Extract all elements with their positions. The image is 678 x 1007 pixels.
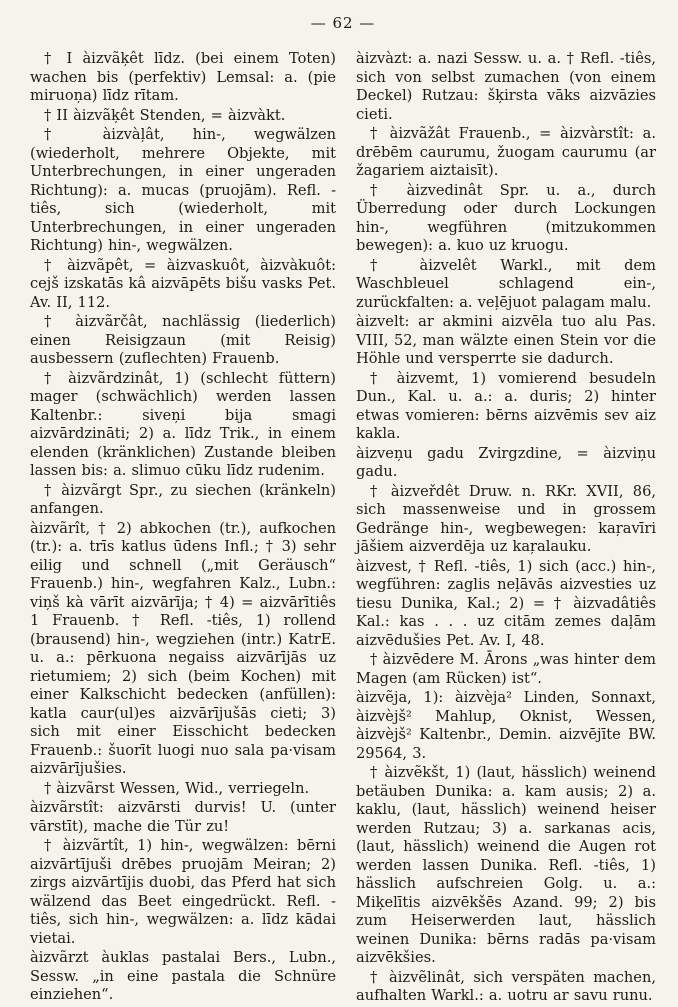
- entry: àizvelt: ar akmini aizvēla tuo alu Pas. VIII, 52, man wälzte einen Stein vor die Höhle und versperrte sie dadurch.: [356, 313, 656, 367]
- entry: àizvãrît, † 2) abkochen (tr.), aufkochen (tr.): a. trīs katlus ūdens Infl.; † 3) sehr eilig und schnell („mit Geräusch“ Frauenb.) hin-, wegfahren Kalz., Lubn.: viņš kà vārīt aizvārīja; † 4) = aizvārītiês 1 Frauenb. † Refl. -tiês, 1) rollend (brausend) hin-, wegziehen (intr.) KatrE. u. a.: pērkuona negaiss aizvārījās uz rietumiem; 2) sich (beim Kochen) mit einer Kalkschicht bedecken (anfüllen): katla caur(ul)es aizvārījušās cieti; 3) sich mit einer Eisschicht bedecken Frauenb.: šuorīt luogi nuo sala pa·visam aizvārījušies.: [30, 519, 336, 777]
- entry: † àizvelêt Warkl., mit dem Waschbleuel schlagend ein-, zurückfalten: a. veļējuot palagam malu.: [356, 256, 656, 311]
- left-column: [30, 50, 336, 1007]
- entry: † àizvàļât, hin-, wegwälzen (wiederholt, mehrere Objekte, mit Unterbrechungen, in einer ungeraden Richtung): a. mucas (pruojām). Refl. -tiês, sich (wiederholt, mit Unterbrechungen, in einer ungeraden Richtung) hin-, wegwälzen.: [30, 126, 336, 254]
- entry: † àizvãrdzinât, 1) (schlecht füttern) mager (schwächlich) werden lassen Kaltenbr.: siveņi bija smagi aizvārdzināti; 2) a. līdz Trik., in einem elenden (kränklichen) Zustande bleiben lassen bis: a. slimuo cūku līdz rudenim.: [30, 369, 336, 479]
- right-column: [356, 50, 656, 1007]
- entry: àizvest, † Refl. -tiês, 1) sich (acc.) hin-, wegführen: zaglis neļāvās aizvesties uz tiesu Dunika, Kal.; 2) = † àizvadâtiês Kal.: kas . . . uz citām zemes daļām aizvēdušies Pet. Av. I, 48.: [356, 557, 656, 649]
- entry: àizvãrstît: aizvārsti durvis! U. (unter vārstīt), mache die Tür zu!: [30, 799, 336, 835]
- entry: † àizvẽkšt, 1) (laut, hässlich) weinend betäuben Dunika: a. kam ausis; 2) a. kaklu, (laut, hässlich) weinend heiser werden Rutzau; 3) a. sarkanas acis, (laut, hässlich) weinend die Augen rot werden lassen Dunika. Refl. -tiês, 1) hässlich aufschreien Golg. u. a.: Miķelītis aizvēkšēs Azand. 99; 2) bis zum Heiserwerden laut, hässlich weinen Dunika: bērns radās pa·visam aizvēkšies.: [356, 764, 656, 966]
- entry: † àizveřdêt Druw. n. RKr. XVII, 86, sich massenweise und in grossem Gedränge hin-, wegbewegen: kaŗavīri jāšiem aizverdēja uz kaŗalauku.: [356, 482, 656, 555]
- entry: † àizvãrtît, 1) hin-, wegwälzen: bērni aizvārtījuši drēbes pruojām Meiran; 2) zirgs aizvārtījis duobi, das Pferd hat sich wälzend das Beet eingedrückt. Refl. -tiês, sich hin-, wegwälzen: a. līdz kādai vietai.: [30, 837, 336, 947]
- entry: àizvẽja, 1): àizvèja² Linden, Sonnaxt, àizvèjš² Mahlup, Oknist, Wessen, àizvèjš² Kaltenbr., Demin. aizvējīte BW. 29564, 3.: [356, 689, 656, 762]
- entry: † àizvãrst Wessen, Wid., verriegeln.: [44, 779, 310, 797]
- entry: † àizvemt, 1) vomierend besudeln Dun., Kal. u. a.: a. duris; 2) hinter etwas vomieren: bērns aizvēmis sev aiz kakla.: [356, 369, 656, 442]
- page-number: — 62 —: [310, 14, 376, 32]
- entry: † àizvēdere M. Ārons „was hinter dem Magen (am Rücken) ist“.: [356, 651, 656, 687]
- entry: àizvàzt: a. nazi Sessw. u. a. † Refl. -tiês, sich von selbst zumachen (von einem Deckel) Rutzau: šķirsta vāks aizvāzies cieti.: [356, 50, 656, 123]
- columns: [30, 50, 656, 1007]
- entry: † àizvãrgt Spr., zu siechen (kränkeln) anfangen.: [30, 481, 336, 517]
- entry: † àizvedinât Spr. u. a., durch Überredung oder durch Lockungen hin-, wegführen (mitzukommen bewegen): a. kuo uz kruogu.: [356, 181, 656, 254]
- entry: † àizvẽlinât, sich verspäten machen, aufhalten Warkl.: a. uotru ar savu runu.: [356, 968, 656, 1004]
- entry: àizveņu gadu Zvirgzdine, = àizviņu gadu.: [356, 444, 656, 480]
- entry: † àizvãpêt, = àizvaskuôt, àizvàkuôt: cejš izskatās kâ aizvāpēts bišu vasks Pet. Av. II, 112.: [30, 256, 336, 311]
- entry: † I àizvãķêt līdz. (bei einem Toten) wachen bis (perfektiv) Lemsal: a. (pie miruoņa) līdz rītam.: [30, 50, 336, 104]
- entry: † àizvãžât Frauenb., = àizvàrstît: a. drēbēm caurumu, žuogam caurumu (ar žagariem aiztaisīt).: [356, 125, 656, 179]
- entry: † II àizvãķêt Stenden, = àizvàkt.: [44, 106, 286, 124]
- entry: † àizvãrčât, nachlässig (liederlich) einen Reisigzaun (mit Reisig) ausbessern (zuflechten) Frauenb.: [30, 313, 336, 367]
- entry: àizvãrzt àuklas pastalai Bers., Lubn., Sessw. „in eine pastala die Schnüre einziehen“.: [30, 949, 336, 1003]
